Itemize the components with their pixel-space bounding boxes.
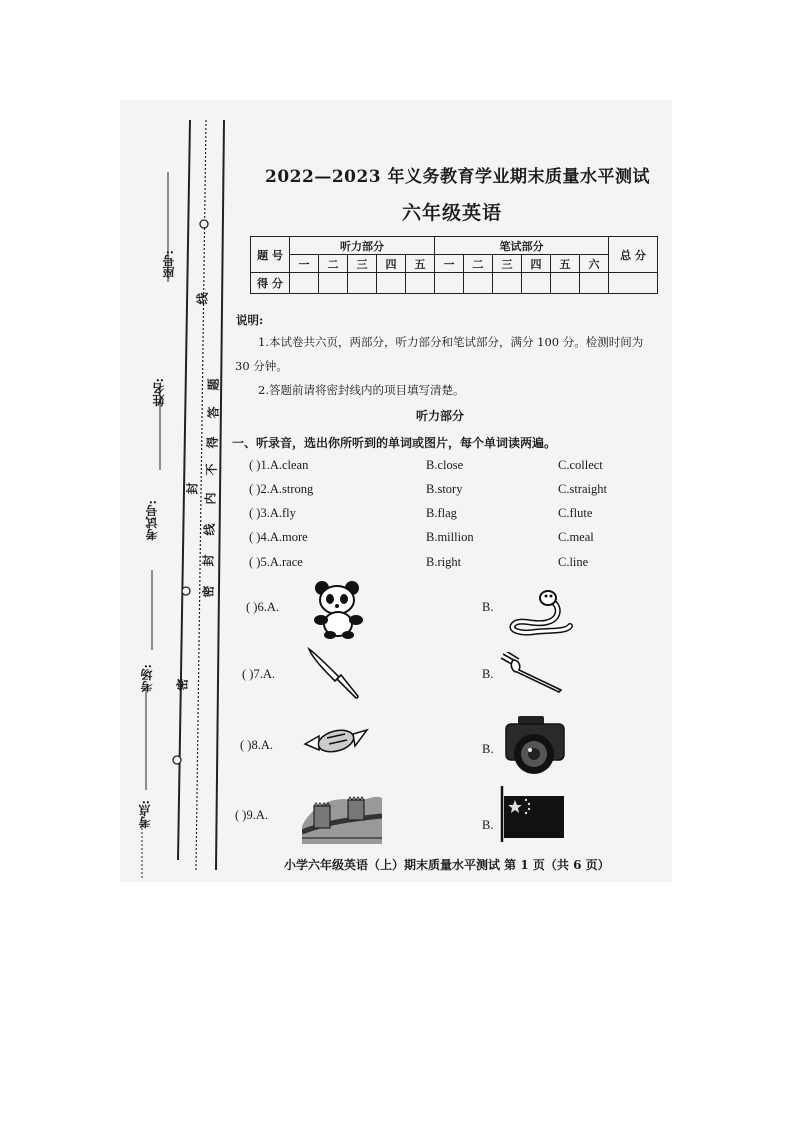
option-b: B.right xyxy=(426,555,462,569)
seal-char: 得 xyxy=(205,436,220,449)
item-number: ( )1.A.clean xyxy=(249,458,309,472)
item-number: ( )2.A.strong xyxy=(249,482,314,496)
seal-char: 封 xyxy=(185,482,200,495)
listening-num: 三 xyxy=(348,255,377,273)
score-table xyxy=(250,236,658,294)
question-heading: 一、听录音，选出你所听到的单词或图片，每个单词读两遍。 xyxy=(232,436,557,450)
total-header: 总 分 xyxy=(609,237,658,273)
written-num: 四 xyxy=(522,255,551,273)
seal-char: 线 xyxy=(202,523,217,536)
great-wall-icon xyxy=(302,786,382,844)
listening-num: 二 xyxy=(319,255,348,273)
listening-num: 一 xyxy=(290,255,319,273)
score-cell[interactable] xyxy=(406,273,435,294)
instructions-line2: 2.答题前请将密封线内的项目填写清楚。 xyxy=(258,383,465,397)
exam-number-label: 考试号: xyxy=(145,500,159,541)
option-c: C.collect xyxy=(558,458,603,472)
item-number: ( )5.A.race xyxy=(249,555,303,569)
written-num: 三 xyxy=(493,255,522,273)
name-label: 姓名: xyxy=(152,378,166,407)
score-cell[interactable] xyxy=(609,273,658,294)
score-cell[interactable] xyxy=(377,273,406,294)
seal-char: 内 xyxy=(203,492,218,505)
written-num: 六 xyxy=(580,255,609,273)
instructions-line1: 1.本试卷共六页，两部分，听力部分和笔试部分，满分 100 分。检测时间为 xyxy=(258,335,644,349)
option-b: B. xyxy=(482,742,494,756)
option-c: C.straight xyxy=(558,482,607,496)
option-b: B. xyxy=(482,600,494,614)
score-cell[interactable] xyxy=(551,273,580,294)
option-b: B.million xyxy=(426,530,474,544)
option-b: B. xyxy=(482,818,494,832)
instructions-heading: 说明: xyxy=(236,313,264,327)
instructions-line1b: 30 分钟。 xyxy=(235,359,288,373)
seat-label: 座号: xyxy=(162,250,176,279)
listening-num: 四 xyxy=(377,255,406,273)
score-cell[interactable] xyxy=(319,273,348,294)
seal-char: 线 xyxy=(195,292,210,305)
page-footer: 小学六年级英语（上）期末质量水平测试 第 1 页（共 6 页） xyxy=(284,858,610,872)
item-number: ( )3.A.fly xyxy=(249,506,296,520)
option-c: C.flute xyxy=(558,506,593,520)
exam-subtitle: 六年级英语 xyxy=(402,202,503,224)
written-num: 五 xyxy=(551,255,580,273)
score-cell[interactable] xyxy=(348,273,377,294)
option-b: B. xyxy=(482,667,494,681)
section-title: 听力部分 xyxy=(416,409,465,423)
exam-room-label: 考场: xyxy=(140,664,154,693)
seal-char: 密 xyxy=(175,678,190,691)
score-cell[interactable] xyxy=(290,273,319,294)
listening-header: 听力部分 xyxy=(290,237,435,255)
written-num: 一 xyxy=(435,255,464,273)
row-label: 得 分 xyxy=(251,273,290,294)
knife-icon xyxy=(305,645,361,701)
option-c: C.line xyxy=(558,555,589,569)
item-number: ( )6.A. xyxy=(246,600,279,614)
col-label: 题 号 xyxy=(251,237,290,273)
exam-title: 2022—2023 年义务教育学业期末质量水平测试 xyxy=(265,167,651,187)
score-cell[interactable] xyxy=(435,273,464,294)
listening-num: 五 xyxy=(406,255,435,273)
option-b: B.story xyxy=(426,482,463,496)
flag-icon xyxy=(496,784,566,842)
option-b: B.flag xyxy=(426,506,457,520)
camera-icon xyxy=(502,712,568,776)
fork-icon xyxy=(497,652,567,694)
item-number: ( )8.A. xyxy=(240,738,273,752)
item-number: ( )7.A. xyxy=(242,667,275,681)
seal-char: 不 xyxy=(204,463,219,476)
option-c: C.meal xyxy=(558,530,594,544)
written-num: 二 xyxy=(464,255,493,273)
panda-icon xyxy=(308,578,368,640)
score-cell[interactable] xyxy=(464,273,493,294)
seal-char: 封 xyxy=(201,554,216,567)
seal-char: 答 xyxy=(206,406,221,419)
snake-icon xyxy=(500,588,576,636)
written-header: 笔试部分 xyxy=(435,237,609,255)
score-cell[interactable] xyxy=(522,273,551,294)
score-cell[interactable] xyxy=(493,273,522,294)
option-b: B.close xyxy=(426,458,464,472)
item-number: ( )4.A.more xyxy=(249,530,308,544)
seal-char: 密 xyxy=(201,585,216,598)
seal-char: 题 xyxy=(206,378,221,391)
score-cell[interactable] xyxy=(580,273,609,294)
item-number: ( )9.A. xyxy=(235,808,268,822)
candy-icon xyxy=(303,722,369,756)
seal-lines xyxy=(120,100,230,880)
exam-site-label: 考点: xyxy=(138,800,152,829)
